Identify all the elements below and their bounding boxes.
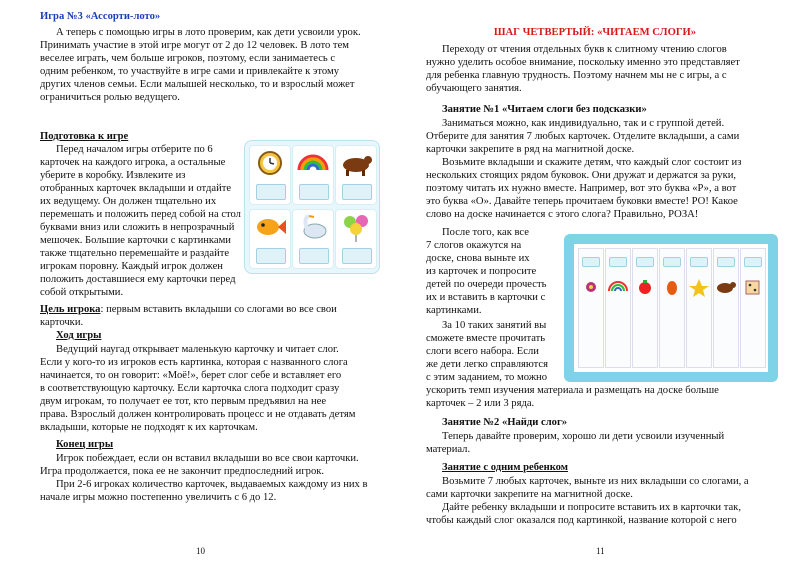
card-fish: [249, 209, 291, 269]
prep-line: собой открытыми.: [40, 287, 124, 298]
board-card: [740, 248, 766, 368]
board-card: [632, 248, 658, 368]
prep-heading: Подготовка к игре: [40, 131, 129, 142]
intro-line: ограничиться ролью ведущего.: [40, 92, 180, 103]
lesson1-line: это буква «О». Давайте теперь прочитаем буковки вместе! РО! Какое: [426, 196, 738, 207]
intro-line: одним ребенком, то участвуйте в игре сами и привлекайте к этому: [40, 66, 340, 77]
magnetic-board-illustration: [564, 234, 778, 382]
lesson1-line: слово на доске начинается с этого слога? Правильно, РОЗА!: [426, 209, 699, 220]
flower-icon: [579, 277, 603, 297]
page-number-right: 11: [596, 546, 605, 556]
intro-line: нужно уделить особое внимание, поскольку именно это представляет: [426, 57, 740, 68]
lesson1b-line: же дети легко справляются: [426, 359, 548, 370]
move-line: Ведущий наугад открывает маленькую карточку и читает слог.: [56, 344, 339, 355]
intro-line: веселее играть, чем больше игроков, поэтому, если занимаетесь с: [40, 53, 336, 64]
single-line: чтобы каждый слог оказался под картинкой, название которой с него: [426, 515, 737, 526]
lesson1b-line: За 10 таких занятий вы: [442, 320, 547, 331]
syllable-slot: [342, 248, 372, 264]
end-heading: Конец игры: [56, 439, 114, 450]
dice-icon: [741, 277, 765, 297]
lesson1b-line: сможете вместе прочитать: [426, 333, 546, 344]
page-number-left: 10: [196, 546, 205, 556]
single-line: Дайте ребенку вкладыши и попросите вставить их в карточки так,: [442, 502, 741, 513]
syllable-slot: [582, 257, 600, 267]
lesson1b-line: детей по очереди прочесть: [426, 279, 547, 290]
lesson1-line: нескольких стоящих рядом буковок. Они дружат и держатся за руки,: [426, 170, 737, 181]
lesson1b-line: картинками.: [426, 305, 482, 316]
fish-icon: [250, 210, 290, 244]
intro-line: обучающего занятия.: [426, 83, 522, 94]
lesson2-heading: Занятие №2 «Найди слог»: [442, 417, 568, 428]
goal-text: : первым вставить вкладыши со слогами во все свои: [100, 304, 337, 315]
prep-line: также тщательно перемешайте и раздайте: [40, 248, 230, 259]
lesson1c-line: карточек – 2 или 3 ряда.: [426, 398, 535, 409]
intro-line: для ребенка главную трудность. Поэтому начнем мы не с игры, а с: [426, 70, 727, 81]
lesson1-line: Заниматься можно, как индивидуально, так и с группой детей.: [442, 118, 725, 129]
move-line: права. Взрослый должен контролировать процесс и не отдавать детям: [40, 409, 356, 420]
prep-line: положить доставшиеся ему карточки перед: [40, 274, 236, 285]
clock-icon: [250, 146, 290, 180]
intro-line: Принимать участие в этой игре могут от 2 до 12 человек. В лото тем: [40, 40, 349, 51]
bull-icon: [336, 146, 376, 180]
lesson1b-line: слоги всего набора. Если: [426, 346, 539, 357]
lesson1b-line: доске, снова выньте их: [426, 253, 530, 264]
card-goose: [292, 209, 334, 269]
lesson1-line: Отберите для занятия 7 любых карточек. Отделите вкладыши, а сами: [426, 131, 740, 142]
pepper-icon: [660, 277, 684, 297]
board-card: [659, 248, 685, 368]
goose-icon: [293, 210, 333, 244]
bull-icon: [714, 277, 738, 297]
single-line: сами карточки закрепите на магнитной доске.: [426, 489, 633, 500]
syllable-slot: [636, 257, 654, 267]
end-line: Игрок побеждает, если он вставил вкладыши во все свои карточки.: [56, 453, 359, 464]
prep-line: перемешать и положить перед собой на стол: [40, 209, 241, 220]
card-bull: [335, 145, 377, 205]
board-card: [578, 248, 604, 368]
left-title: Игра №3 «Ассорти-лото»: [40, 11, 161, 22]
lesson1-heading: Занятие №1 «Читаем слоги без подсказки»: [442, 104, 647, 115]
board-card: [713, 248, 739, 368]
syllable-slot: [717, 257, 735, 267]
card-balloons: [335, 209, 377, 269]
lesson1b-line: После того, как все: [442, 227, 529, 238]
lesson1b-line: с этим заданием, то можно: [426, 372, 548, 383]
star-icon: [687, 277, 711, 297]
syllable-slot: [342, 184, 372, 200]
prep-line: игрокам поровну. Каждый игрок должен: [40, 261, 223, 272]
prep-line: отобранных карточек вкладыши и отдайте: [40, 183, 232, 194]
goal-label: Цель игрока: [40, 304, 101, 315]
lesson1b-line: их и вставить в карточки с: [426, 292, 546, 303]
move-line: двум игрокам, то получает ее тот, кто первым предъявил на нее: [40, 396, 327, 407]
balloons-icon: [336, 210, 376, 244]
lotto-card-illustration: [244, 140, 380, 274]
card-clock: [249, 145, 291, 205]
syllable-slot: [663, 257, 681, 267]
tomato-icon: [633, 277, 657, 297]
syllable-slot: [256, 248, 286, 264]
prep-line: Перед началом игры отберите по 6: [56, 144, 213, 155]
syllable-slot: [256, 184, 286, 200]
right-page: [400, 0, 800, 568]
syllable-slot: [299, 184, 329, 200]
single-heading: Занятие с одним ребенком: [442, 462, 568, 473]
lesson1-line: поэтому читать их нужно вместе. Например, вот это буква «Р», а вот: [426, 183, 737, 194]
lesson1c-line: ускорить темп изучения материала и размещать на доске больше: [426, 385, 719, 396]
lesson1-line: Возьмите вкладыши и скажите детям, что каждый слог состоит из: [442, 157, 742, 168]
prep-line: буквами вниз или сложить в непрозрачный: [40, 222, 235, 233]
lesson1b-line: из карточек и попросите: [426, 266, 537, 277]
intro-line: других членов семьи. Если малышей несколько, то и взрослый может: [40, 79, 355, 90]
lesson2-line: Теперь давайте проверим, хорошо ли дети усвоили изученный: [442, 431, 725, 442]
intro-line: Переходу от чтения отдельных букв к слитному чтению слогов: [442, 44, 727, 55]
right-title: ШАГ ЧЕТВЕРТЫЙ: «ЧИТАЕМ СЛОГИ»: [493, 27, 697, 38]
board-card: [686, 248, 712, 368]
goal-line: [40, 303, 376, 316]
syllable-slot: [299, 248, 329, 264]
move-line: вкладыши, которые не подходят к их карточкам.: [40, 422, 258, 433]
intro-line: А теперь с помощью игры в лото проверим, как дети усвоили урок.: [56, 27, 361, 38]
prep-line: их ведущему. Он должен тщательно их: [40, 196, 217, 207]
end-line: Игра продолжается, пока ее не закончит предпоследний игрок.: [40, 466, 325, 477]
move-heading: Ход игры: [56, 330, 102, 341]
move-line: в соответствующую карточку. Если карточка слога подходит сразу: [40, 383, 340, 394]
prep-line: мешочек. Большие карточки с картинками: [40, 235, 231, 246]
rainbow-icon: [606, 277, 630, 297]
syllable-slot: [690, 257, 708, 267]
end-line: начале игры можно постепенно увеличить с 6 до 12.: [40, 492, 277, 503]
end-line: При 2-6 игроках количество карточек, выдаваемых каждому из них в: [56, 479, 368, 490]
lesson1b-line: 7 слогов окажутся на: [426, 240, 522, 251]
move-line: начинается, то он говорит: «Моё!», берет слог себе и вставляет его: [40, 370, 342, 381]
card-rainbow: [292, 145, 334, 205]
goal-line2: карточки.: [40, 317, 84, 328]
board-card: [605, 248, 631, 368]
board-surface: [574, 244, 768, 372]
rainbow-icon: [293, 146, 333, 180]
single-line: Возьмите 7 любых карточек, выньте из них вкладыши со слогами, а: [442, 476, 749, 487]
syllable-slot: [744, 257, 762, 267]
syllable-slot: [609, 257, 627, 267]
lesson1-line: карточки закрепите в ряд на магнитной доске.: [426, 144, 635, 155]
move-line: Если у кого-то из игроков есть картинка, которая с названного слога: [40, 357, 348, 368]
prep-line: карточек на каждого игрока, а остальные: [40, 157, 226, 168]
prep-line: уберите в коробку. Извлеките из: [40, 170, 186, 181]
lesson2-line: материал.: [426, 444, 471, 455]
